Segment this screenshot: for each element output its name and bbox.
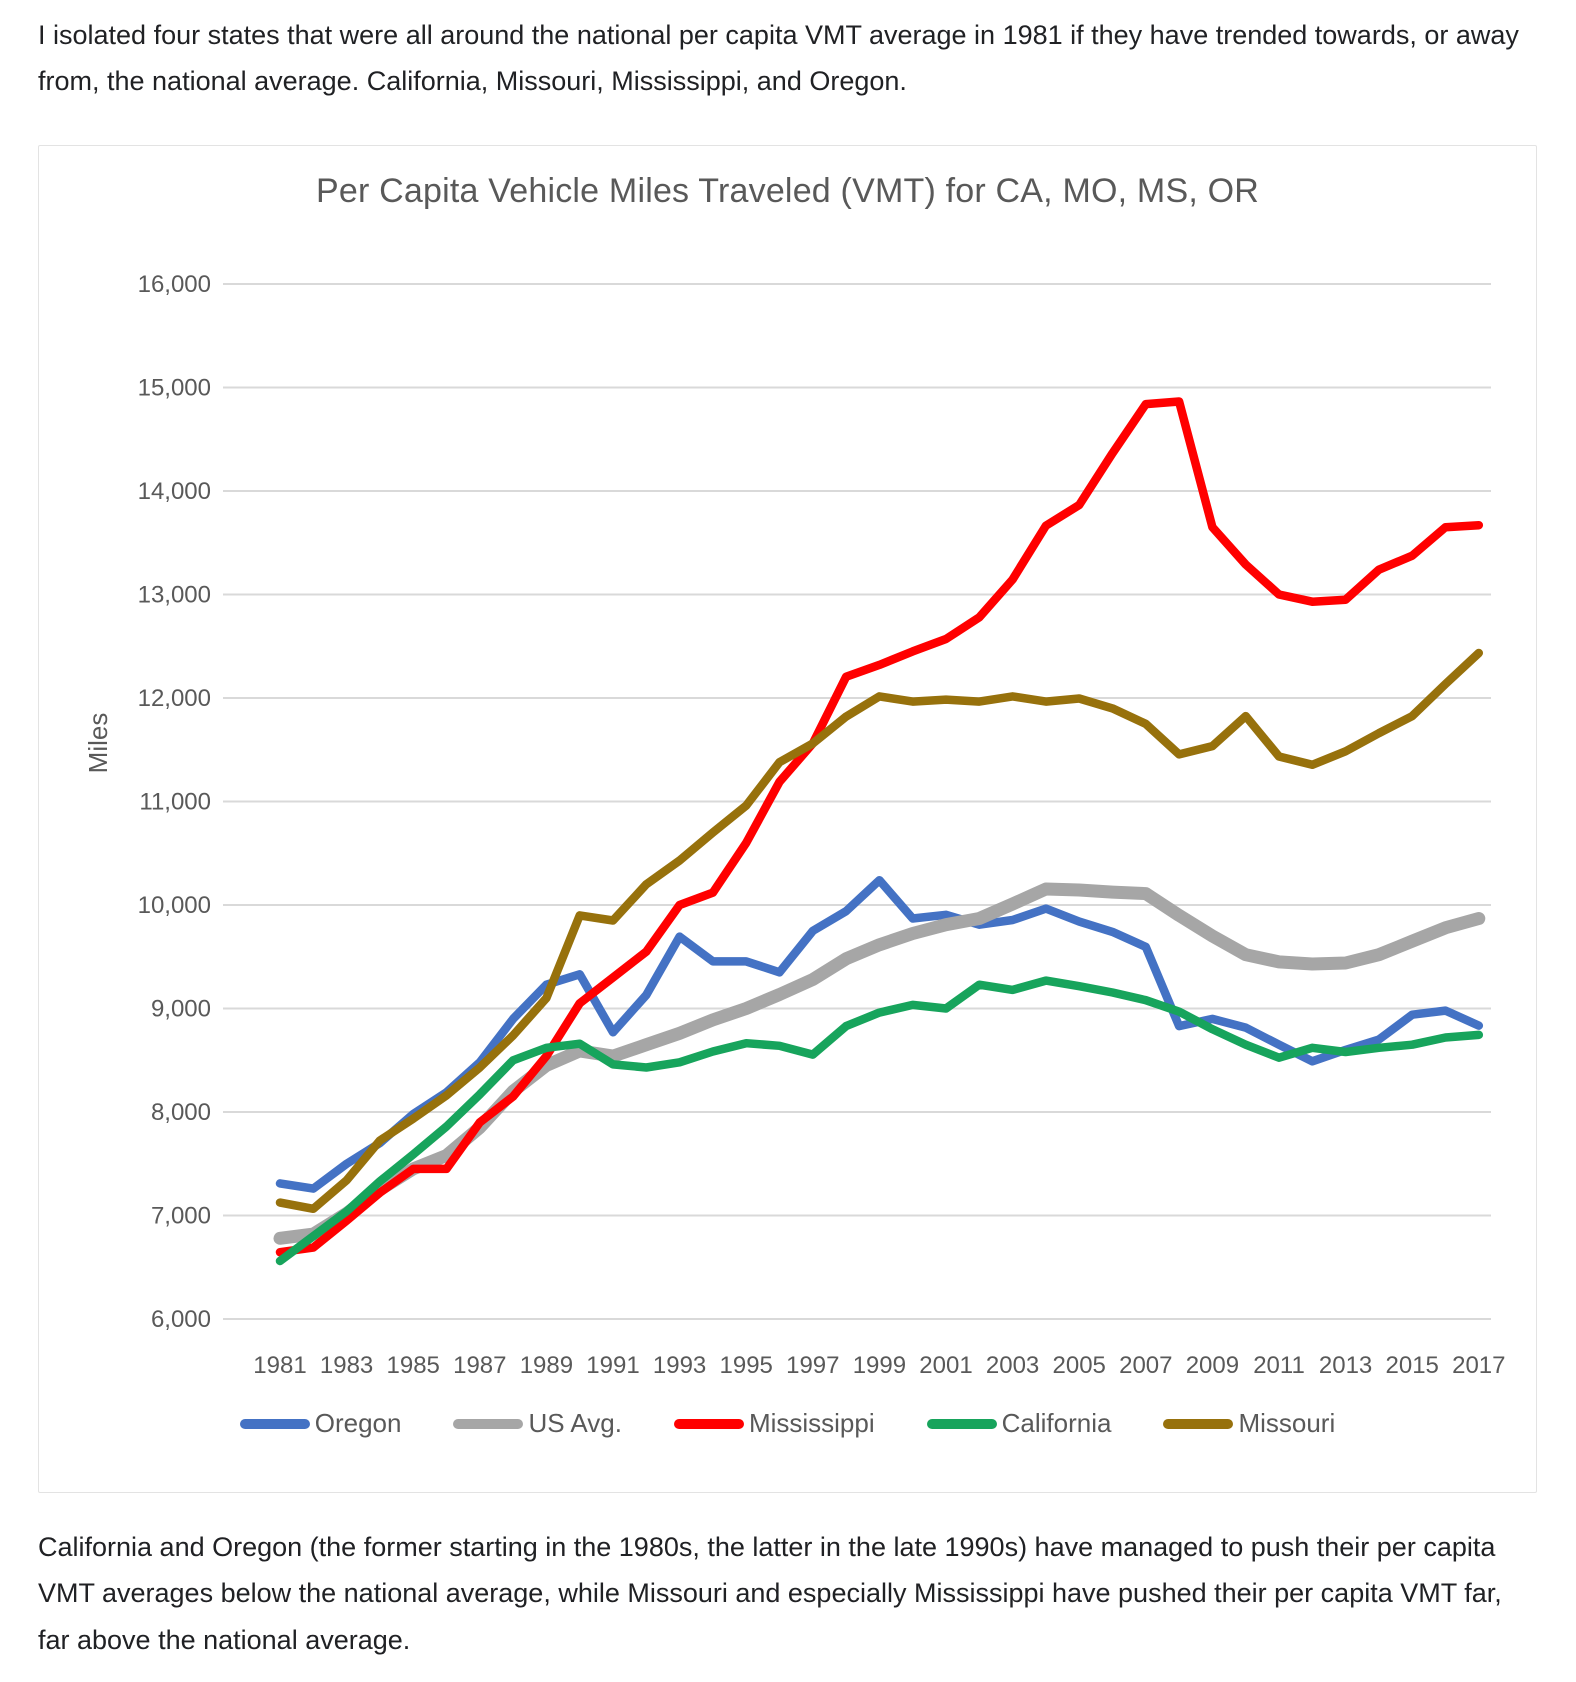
x-axis-tick-label: 1997 [786, 1352, 840, 1379]
series-line-missouri [280, 653, 1479, 1209]
x-axis-tick-label: 1995 [719, 1352, 773, 1379]
x-axis-tick-label: 1993 [652, 1352, 707, 1379]
chart-panel [38, 145, 1537, 1493]
y-axis-tick-label: 13,000 [137, 581, 211, 609]
y-axis-tick-label: 12,000 [137, 685, 211, 712]
legend-label-missouri: Missouri [1238, 1408, 1336, 1438]
x-axis-tick-label: 2011 [1253, 1352, 1305, 1379]
x-axis-tick-label: 2017 [1452, 1352, 1506, 1379]
legend-label-california: California [1001, 1408, 1112, 1438]
x-axis-tick-label: 2015 [1385, 1352, 1439, 1379]
x-axis-tick-label: 2009 [1185, 1352, 1240, 1379]
legend-item-missouri [1163, 1408, 1335, 1439]
legend-label-oregon: Oregon [314, 1408, 402, 1438]
legend-label-mississippi: Mississippi [748, 1408, 875, 1438]
legend-swatch-missouri [1163, 1419, 1233, 1429]
y-axis-tick-label: 14,000 [137, 478, 211, 505]
legend-swatch-mississippi [674, 1419, 744, 1429]
outro-paragraph: California and Oregon (the former starting in the 1980s, the latter in the late 1990s) have managed to push their per capita VMT averages below the national average, while Missouri and especially Mississippi have pushed their per capita VMT far, far above the national average. [38, 1532, 1502, 1655]
x-axis-tick-label: 2001 [919, 1352, 973, 1379]
legend-swatch-us-avg [453, 1419, 523, 1429]
y-axis-tick-label: 7,000 [150, 1202, 211, 1230]
x-axis-tick-label: 2005 [1052, 1352, 1106, 1379]
x-axis-tick-label: 2007 [1119, 1352, 1173, 1379]
x-axis-tick-label: 1999 [852, 1352, 907, 1379]
x-axis-tick-label: 2013 [1318, 1352, 1373, 1379]
legend-item-california [927, 1408, 1112, 1439]
y-axis-tick-label: 16,000 [137, 271, 211, 298]
x-axis-tick-label: 1983 [319, 1352, 374, 1379]
y-axis-tick-label: 6,000 [150, 1306, 211, 1333]
y-axis-tick-label: 11,000 [139, 788, 211, 816]
legend-label-us-avg: US Avg. [528, 1408, 622, 1438]
y-axis-tick-label: 8,000 [150, 1099, 211, 1126]
x-axis-tick-label: 1987 [453, 1352, 507, 1379]
x-axis-tick-label: 2003 [985, 1352, 1040, 1379]
x-axis-tick-label: 1991 [586, 1352, 640, 1379]
x-axis-tick-label: 1985 [386, 1352, 440, 1379]
series-line-us-avg [280, 889, 1479, 1238]
series-line-california [280, 981, 1479, 1261]
legend-swatch-oregon [240, 1419, 310, 1429]
y-axis-tick-label: 15,000 [137, 374, 211, 402]
series-line-mississippi [280, 402, 1479, 1253]
x-axis-tick-label: 1981 [253, 1352, 307, 1379]
y-axis-title: Miles [83, 712, 113, 774]
legend-item-mississippi [674, 1408, 875, 1439]
legend-swatch-california [927, 1419, 997, 1429]
vmt-line-chart [39, 146, 1538, 1494]
intro-paragraph: I isolated four states that were all around the national per capita VMT average in 1981 if they have trended towards, or away from, the national average. California, Missouri, Mississippi, and Oregon. [38, 20, 1519, 97]
chart-legend [39, 1408, 1536, 1439]
y-axis-tick-label: 9,000 [150, 995, 211, 1023]
y-axis-tick-label: 10,000 [137, 892, 211, 919]
chart-title: Per Capita Vehicle Miles Traveled (VMT) for CA, MO, MS, OR [315, 172, 1260, 210]
legend-item-us-avg [453, 1408, 621, 1439]
x-axis-tick-label: 1989 [519, 1352, 574, 1379]
legend-item-oregon [240, 1408, 402, 1439]
